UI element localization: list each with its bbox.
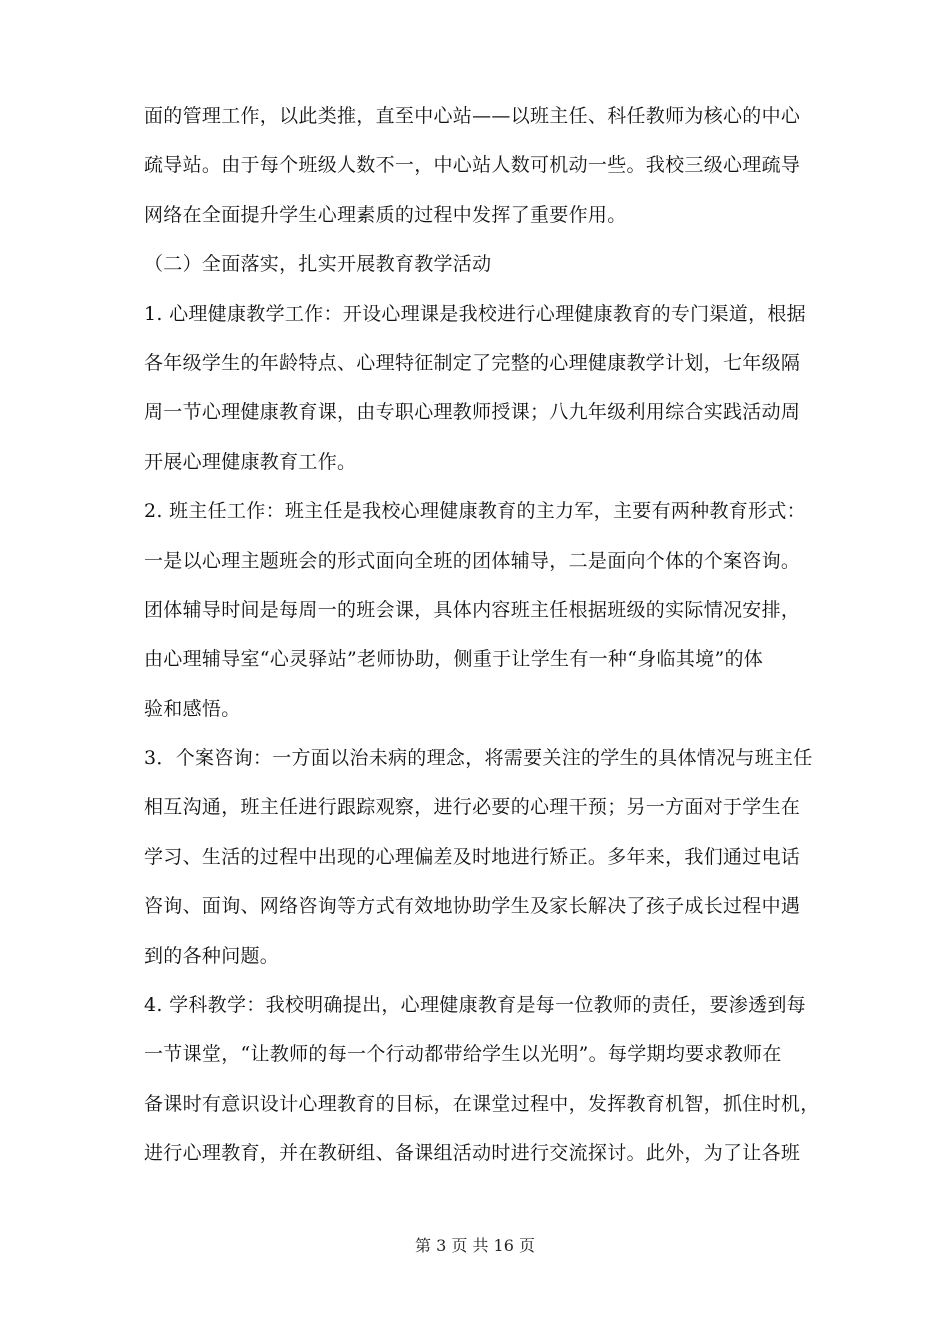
text-line: 一节课堂，“让教师的每一个行动都带给学生以光明”。每学期均要求教师在 [144, 1043, 782, 1066]
text-line: 1. 心理健康教学工作：开设心理课是我校进行心理健康教育的专门渠道，根据 [144, 302, 806, 325]
text-line: 由心理辅导室“心灵驿站”老师协助，侧重于让学生有一种“身临其境”的体 [144, 648, 764, 671]
text-line: 网络在全面提升学生心理素质的过程中发挥了重要作用。 [144, 203, 627, 226]
text-line: 验和感悟。 [144, 697, 241, 720]
section-heading: （二）全面落实，扎实开展教育教学活动 [144, 253, 492, 276]
text-line: 备课时有意识设计心理教育的目标，在课堂过程中，发挥教育机智，抓住时机， [144, 1092, 820, 1115]
text-line: 咨询、面询、网络咨询等方式有效地协助学生及家长解决了孩子成长过程中遇 [144, 895, 801, 918]
text-line: 相互沟通，班主任进行跟踪观察，进行必要的心理干预；另一方面对于学生在 [144, 796, 801, 819]
text-line: 各年级学生的年龄特点、心理特征制定了完整的心理健康教学计划，七年级隔 [144, 351, 801, 374]
page-footer: 第 3 页 共 16 页 [415, 1236, 535, 1255]
text-line: 3．个案咨询：一方面以治未病的理念，将需要关注的学生的具体情况与班主任 [144, 747, 813, 770]
text-line: 疏导站。由于每个班级人数不一，中心站人数可机动一些。我校三级心理疏导 [144, 154, 801, 177]
text-line: 学习、生活的过程中出现的心理偏差及时地进行矫正。多年来，我们通过电话 [144, 845, 801, 868]
text-line: 开展心理健康教育工作。 [144, 450, 357, 473]
body-text [144, 92, 820, 1179]
text-line: 一是以心理主题班会的形式面向全班的团体辅导，二是面向个体的个案咨询。 [144, 549, 801, 572]
text-line: 4. 学科教学：我校明确提出，心理健康教育是每一位教师的责任，要渗透到每 [144, 994, 806, 1017]
text-line: 进行心理教育，并在教研组、备课组活动时进行交流探讨。此外，为了让各班 [144, 1142, 801, 1165]
text-line: 2. 班主任工作：班主任是我校心理健康教育的主力军，主要有两种教育形式： [144, 500, 806, 523]
text-line: 面的管理工作，以此类推，直至中心站——以班主任、科任教师为核心的中心 [144, 105, 801, 127]
text-line: 周一节心理健康教育课，由专职心理教师授课；八九年级利用综合实践活动周 [144, 401, 801, 424]
text-line: 团体辅导时间是每周一的班会课，具体内容班主任根据班级的实际情况安排， [144, 598, 801, 621]
text-line: 到的各种问题。 [144, 944, 280, 967]
